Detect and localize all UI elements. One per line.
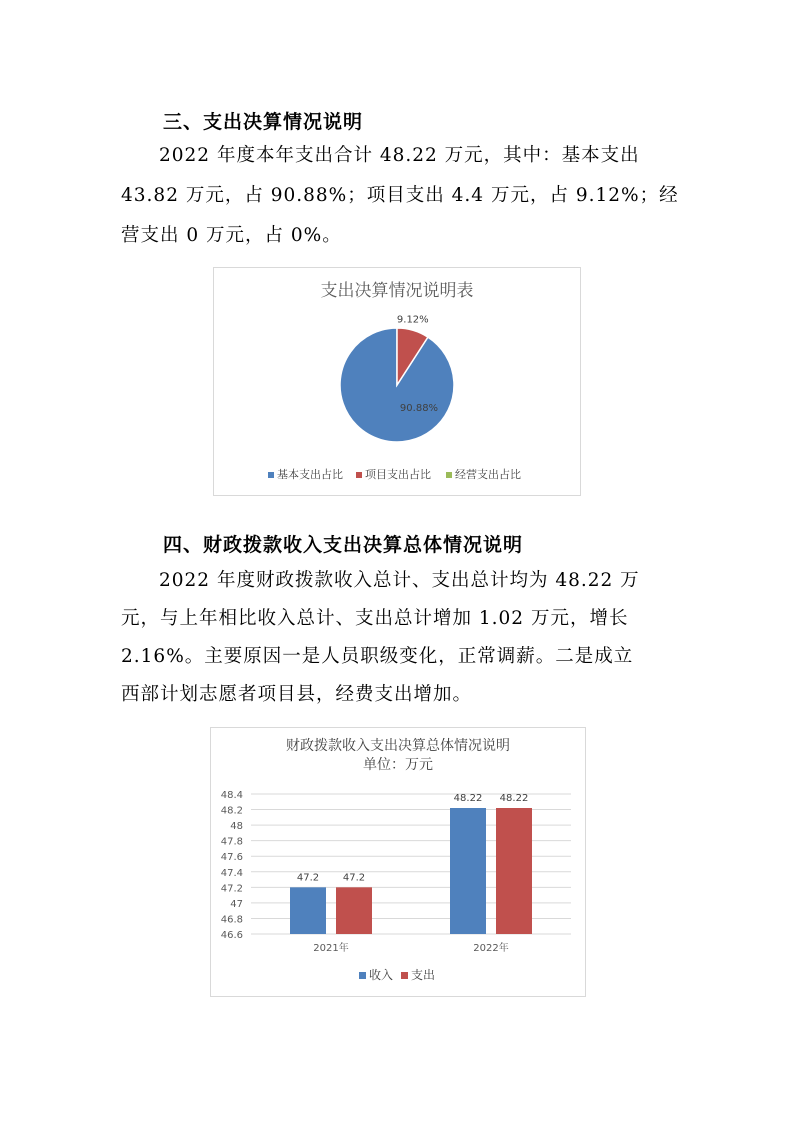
section3-heading: 三、支出决算情况说明 — [163, 111, 364, 133]
legend-swatch — [401, 972, 408, 979]
paragraph-line: 营支出 0 万元，占 0%。 — [121, 225, 342, 246]
legend-label: 项目支出占比 — [365, 468, 431, 481]
paragraph-line: 43.82 万元，占 90.88%；项目支出 4.4 万元，占 9.12%；经 — [121, 185, 679, 206]
y-tick-label: 46.6 — [220, 930, 243, 941]
pie-chart-title: 支出决算情况说明表 — [320, 281, 474, 301]
paragraph-line: 元，与上年相比收入总计、支出总计增加 1.02 万元，增长 — [121, 608, 629, 629]
y-tick-label: 48.2 — [220, 805, 243, 817]
pie-chart — [213, 267, 581, 496]
bar-chart-subtitle: 单位：万元 — [363, 757, 433, 773]
legend-label: 经营支出占比 — [455, 468, 521, 481]
bar — [290, 887, 326, 934]
y-tick-label: 48.4 — [220, 790, 243, 801]
y-tick-label: 46.8 — [220, 914, 243, 926]
paragraph-line: 2022 年度本年支出合计 48.22 万元，其中：基本支出 — [159, 145, 640, 166]
bar-chart-svg — [211, 728, 585, 996]
bar-chart-title: 财政拨款收入支出决算总体情况说明 — [286, 738, 510, 754]
bar — [450, 808, 486, 934]
paragraph-line: 2022 年度财政拨款收入总计、支出总计均为 48.22 万 — [159, 570, 640, 591]
x-tick-label: 2021年 — [313, 943, 349, 954]
y-tick-label: 47.6 — [220, 852, 243, 864]
legend-label: 基本支出占比 — [277, 468, 343, 481]
legend-swatch — [268, 472, 274, 478]
y-tick-label: 47.2 — [220, 883, 243, 895]
y-tick-label: 47 — [230, 898, 243, 910]
bar-data-label: 47.2 — [342, 872, 366, 884]
paragraph-line: 2.16%。主要原因一是人员职级变化，正常调薪。二是成立 — [121, 646, 634, 667]
legend-label: 支出 — [411, 968, 436, 982]
legend-swatch — [359, 972, 366, 979]
bar-data-label: 47.2 — [296, 872, 320, 884]
y-tick-label: 47.4 — [220, 867, 243, 879]
legend-swatch — [356, 472, 362, 478]
paragraph-line: 西部计划志愿者项目县，经费支出增加。 — [121, 684, 473, 705]
pie-data-label: 90.88% — [399, 403, 439, 414]
legend-label: 收入 — [369, 968, 394, 982]
pie-data-label: 9.12% — [396, 314, 429, 326]
x-tick-label: 2022年 — [473, 943, 509, 954]
pie-chart-svg — [214, 268, 580, 495]
bar — [496, 808, 532, 934]
bar-chart — [210, 727, 586, 997]
legend-swatch — [446, 472, 452, 478]
section4-heading: 四、财政拨款收入支出决算总体情况说明 — [163, 534, 524, 556]
bar-data-label: 48.22 — [499, 793, 529, 804]
y-tick-label: 47.8 — [220, 836, 243, 848]
bar-data-label: 48.22 — [453, 793, 483, 804]
y-tick-label: 48 — [230, 821, 243, 833]
bar — [336, 887, 372, 934]
